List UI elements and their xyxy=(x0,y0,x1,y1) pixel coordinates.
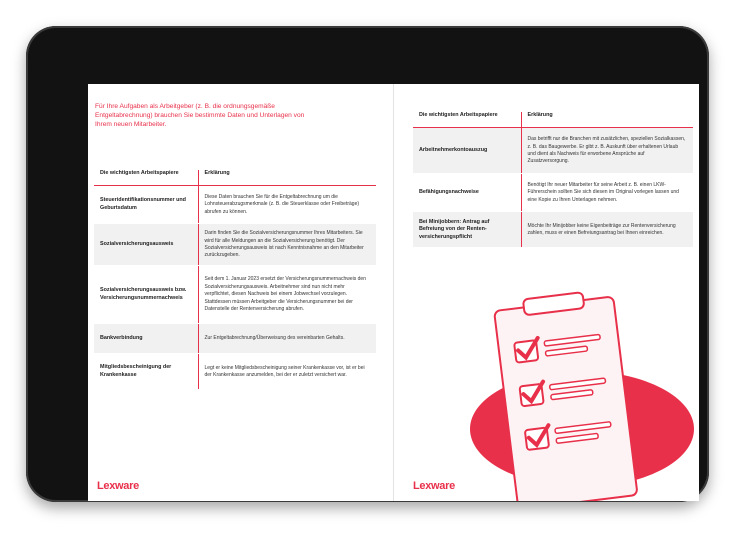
document-spread xyxy=(88,84,699,501)
lexware-logo: Lexware xyxy=(413,480,455,492)
table-row xyxy=(413,212,693,248)
document-name: Steueridentifikationsnummer und Geburtsdatum xyxy=(94,186,198,224)
document-name: Bankverbindung xyxy=(94,324,198,354)
document-name: Mitgliedsbescheinigung der Krankenkasse xyxy=(94,354,198,390)
column-header-explanation: Erklärung xyxy=(521,112,693,128)
column-header-documents: Die wichtigsten Arbeitspapiere xyxy=(413,112,521,128)
column-header-documents: Die wichtigsten Arbeitspapiere xyxy=(94,170,198,186)
document-explanation: Möchte Ihr Minijobber keine Eigenbeiträge zur Rentenversicherung zahlen, muss er einen Befreiungsantrag bei Ihnen einreichen. xyxy=(521,212,693,248)
right-page xyxy=(393,84,698,501)
tablet-frame xyxy=(26,26,709,502)
document-name: Bei Minijobbern: Antrag auf Befreiung von der Rentenversicherungspflicht xyxy=(413,212,521,248)
document-name: Arbeitnehmerkontoauszug xyxy=(413,128,521,174)
document-explanation: Benötigt Ihr neuer Mitarbeiter für seine Arbeit z. B. einen LKW-Führerschein sollten Sie sich diesen im Original vorlegen lassen und eine Kopie zu Ihren Unterlagen nehmen. xyxy=(521,174,693,212)
document-explanation: Seit dem 1. Januar 2023 ersetzt der Versicherungsnummernachweis den Sozialversicherungsausweis. Arbeitnehmer sind nun nicht mehr verpflichtet, diesen Nachweis bei einem Jobwechsel vorzulegen. Stattdessen müssen Arbeitgeber die Versicherungsnummer bei der Datenstelle der Rentenversicherung abrufen. xyxy=(198,266,376,324)
document-explanation: Diese Daten brauchen Sie für die Entgeltabrechnung um die Lohnsteuerabzugsmerkmale (z. B. die Steuerklasse oder Freibeträge) abrufen zu können. xyxy=(198,186,376,224)
table-row xyxy=(413,174,693,212)
table-row xyxy=(94,266,376,324)
document-name: Sozialversicherungsausweis bzw. Versicherungsnummernachweis xyxy=(94,266,198,324)
document-explanation: Zur Entgeltabrechnung/Überweisung des vereinbarten Gehalts. xyxy=(198,324,376,354)
checklist-illustration-icon xyxy=(464,284,699,501)
table-row xyxy=(94,224,376,266)
document-explanation: Darin finden Sie die Sozialversicherungsnummer Ihres Mitarbeiters. Sie wird für alle Meldungen an die Sozialversicherung benötigt. Der Sozialversicherungsausweis ist nach Kenntnisnahme an den Mitarbeiter zurückzugeben. xyxy=(198,224,376,266)
document-name: Sozialversicherungsausweis xyxy=(94,224,198,266)
document-explanation: Das betrifft nur die Branchen mit zusätzlichen, speziellen Sozialkassen, z. B. das Baugewerbe. Er gibt z. B. Auskunft über erhaltenen Urlaub und dient als Nachweis für erworbene Ansprüche auf Zusatzversorgung. xyxy=(521,128,693,174)
document-name: Befähigungsnachweise xyxy=(413,174,521,212)
document-explanation: Legt er keine Mitgliedsbescheinigung seiner Krankenkasse vor, ist er bei der Krankenkasse anzumelden, bei der er zuletzt versichert war. xyxy=(198,354,376,390)
intro-text: Für Ihre Aufgaben als Arbeitgeber (z. B. die ordnungsgemäße Entgeltabrechnung) brauchen Sie bestimmte Daten und Unterlagen von Ihrem neuen Mitarbeiter. xyxy=(95,103,305,129)
table-row xyxy=(413,128,693,174)
lexware-logo: Lexware xyxy=(97,480,139,492)
table-row xyxy=(94,186,376,224)
left-page xyxy=(88,84,393,501)
column-header-explanation: Erklärung xyxy=(198,170,376,186)
table-row xyxy=(94,354,376,390)
table-row xyxy=(94,324,376,354)
documents-table-right xyxy=(413,112,693,248)
documents-table-left xyxy=(94,170,376,390)
